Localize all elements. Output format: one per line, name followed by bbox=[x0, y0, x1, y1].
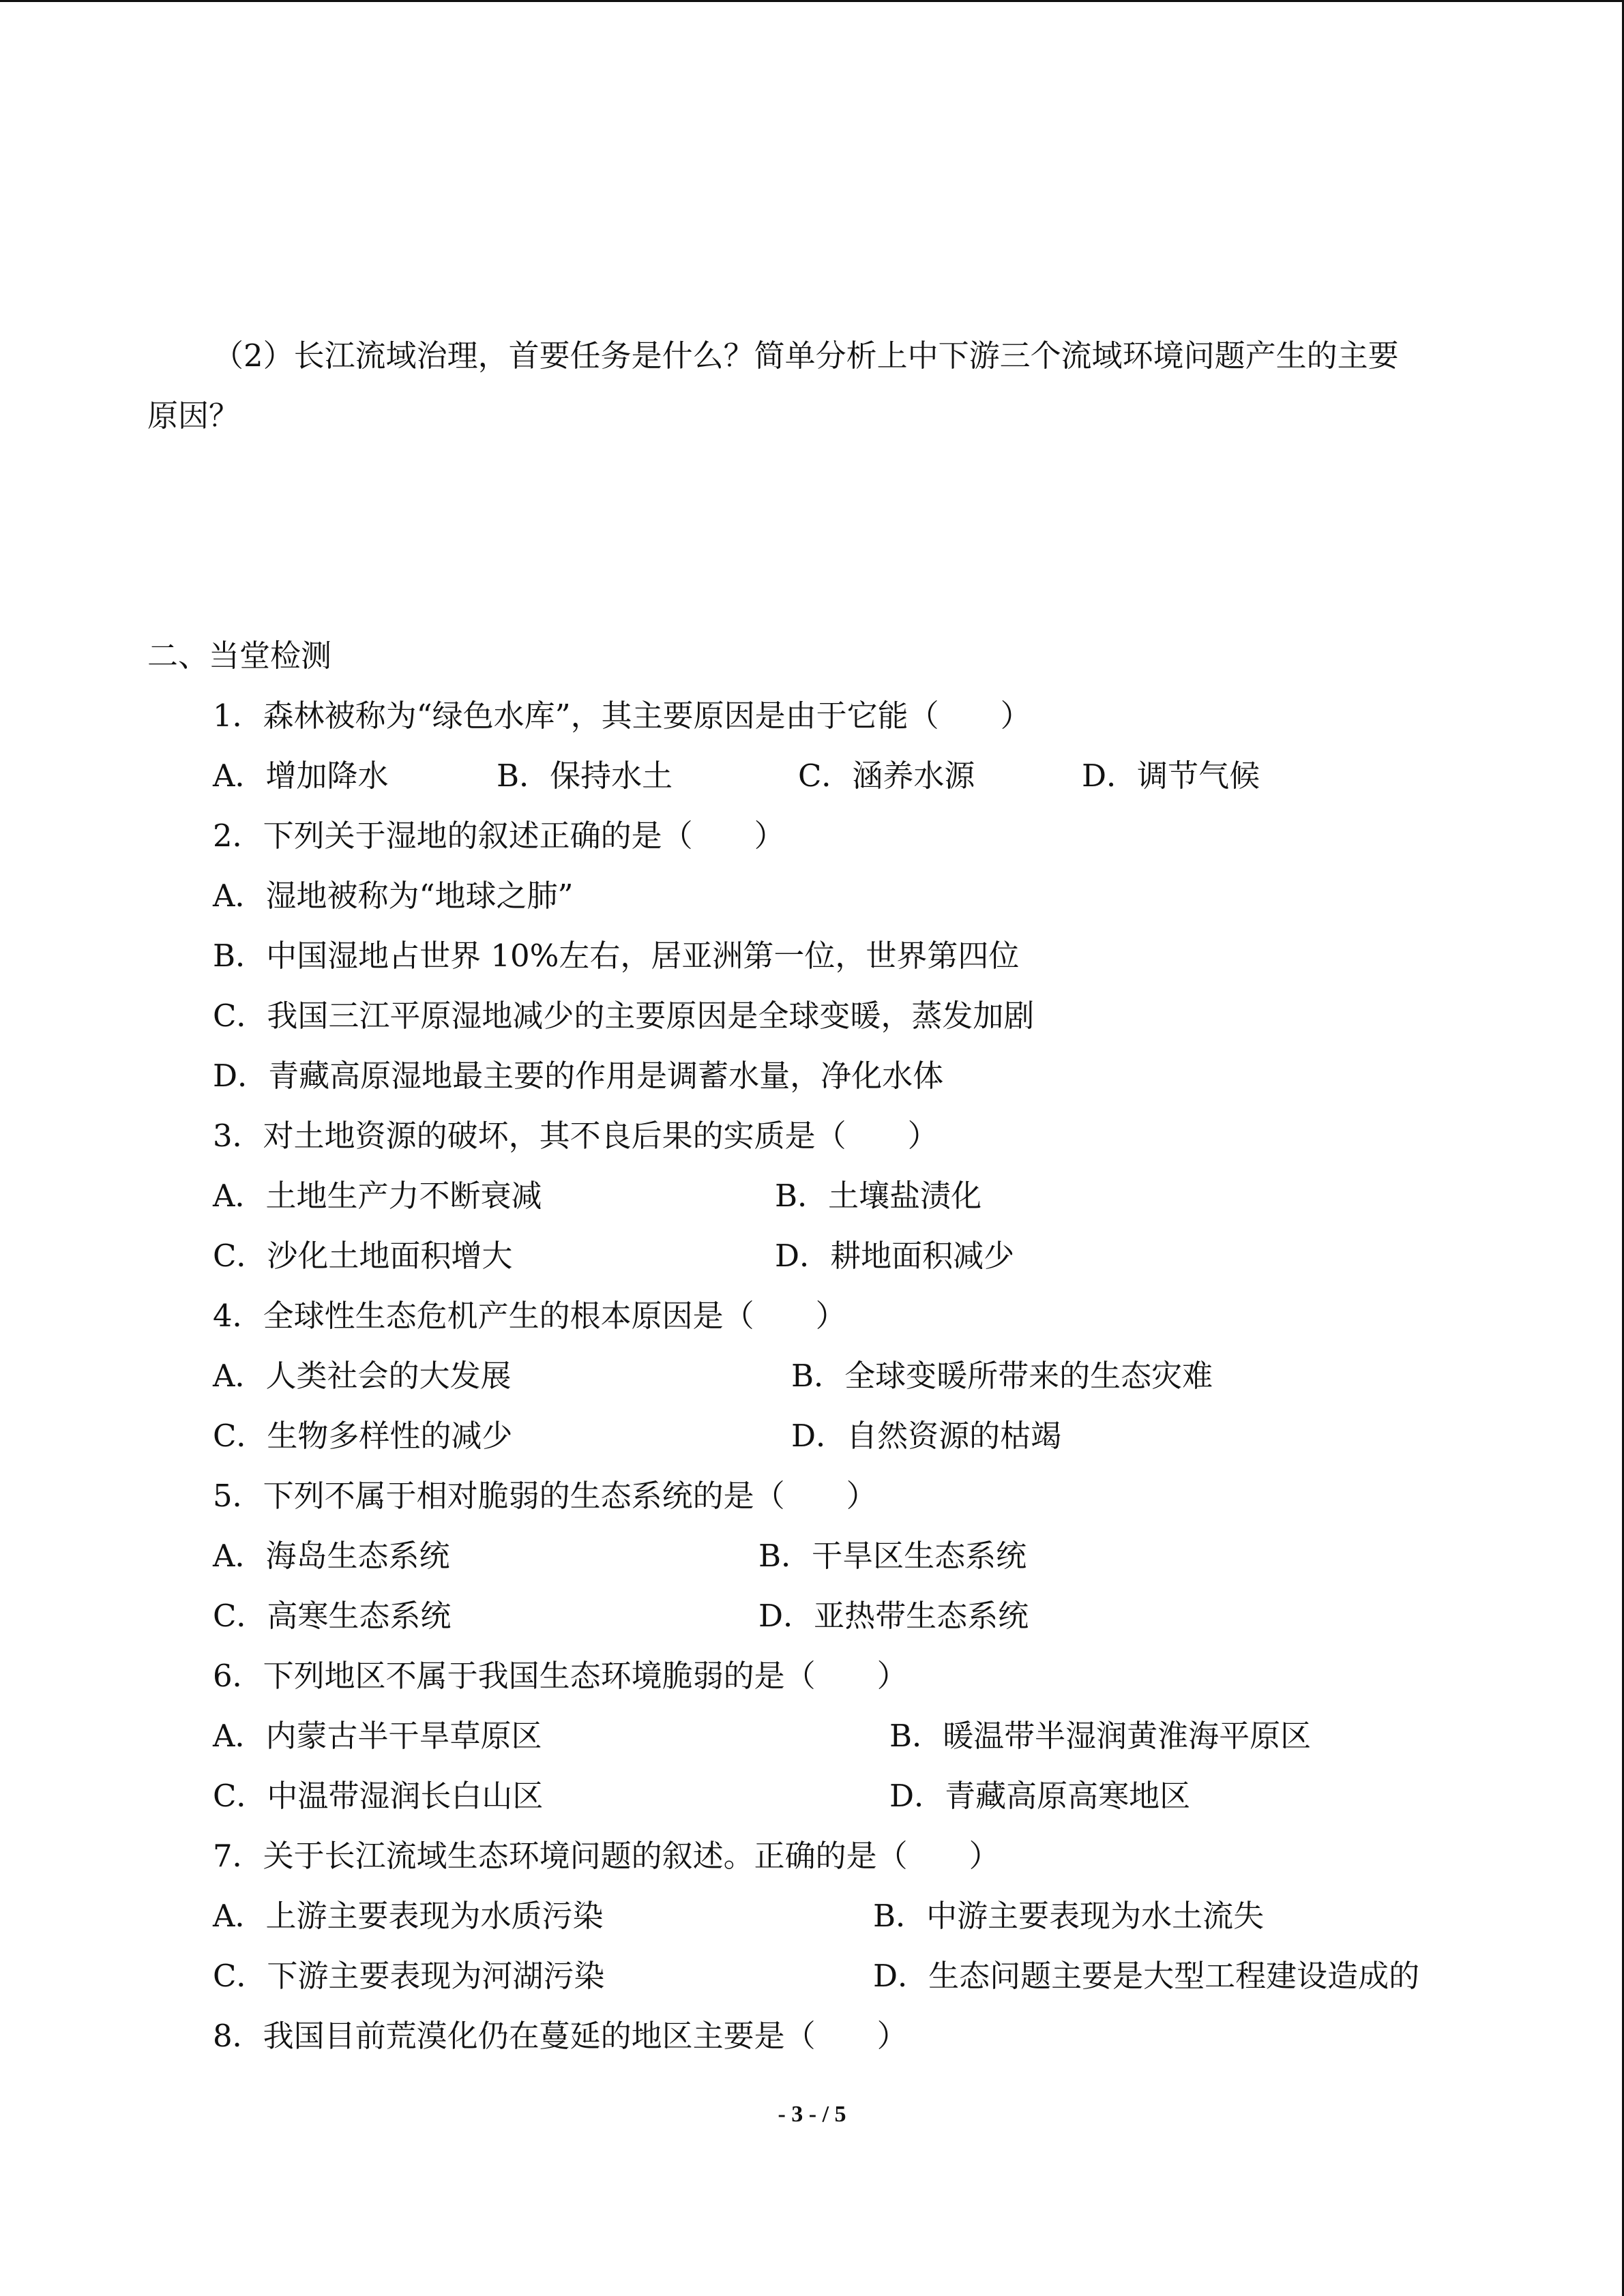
question-7-option-c: C．下游主要表现为河湖污染 bbox=[213, 1958, 605, 1994]
page-number: - 3 - / 5 bbox=[778, 2102, 846, 2127]
section-title: 二、当堂检测 bbox=[147, 638, 332, 674]
question-3-option-a: A．土地生产力不断衰减 bbox=[213, 1178, 542, 1214]
question-5-option-b: B．干旱区生态系统 bbox=[758, 1538, 1027, 1574]
question-4-option-d: D．自然资源的枯竭 bbox=[791, 1418, 1062, 1454]
question-2-stem: 2．下列关于湿地的叙述正确的是（ ） bbox=[213, 818, 785, 854]
question-1-option-b: B．保持水土 bbox=[497, 758, 673, 794]
question-5-stem: 5．下列不属于相对脆弱的生态系统的是（ ） bbox=[213, 1478, 877, 1514]
question-3-option-d: D．耕地面积减少 bbox=[775, 1238, 1015, 1274]
question-4-stem: 4．全球性生态危机产生的根本原因是（ ） bbox=[213, 1298, 846, 1334]
question-4-option-c: C．生物多样性的减少 bbox=[213, 1418, 513, 1454]
question-6-option-a: A．内蒙古半干旱草原区 bbox=[213, 1718, 542, 1754]
question-7-option-a: A．上游主要表现为水质污染 bbox=[213, 1898, 604, 1934]
question-3-option-c: C．沙化土地面积增大 bbox=[213, 1238, 513, 1274]
question-2-option-d: D．青藏高原湿地最主要的作用是调蓄水量，净化水体 bbox=[213, 1058, 944, 1094]
question-1-option-c: C．涵养水源 bbox=[798, 758, 975, 794]
question-6-option-b: B．暖温带半湿润黄淮海平原区 bbox=[889, 1718, 1312, 1754]
question-1-stem: 1．森林被称为“绿色水库”，其主要原因是由于它能（ ） bbox=[213, 698, 1031, 734]
question-6-option-c: C．中温带湿润长白山区 bbox=[213, 1778, 544, 1814]
question-7-option-b: B．中游主要表现为水土流失 bbox=[873, 1898, 1265, 1934]
question-7-option-d: D．生态问题主要是大型工程建设造成的 bbox=[873, 1958, 1420, 1994]
question-8-stem: 8．我国目前荒漠化仍在蔓延的地区主要是（ ） bbox=[213, 2018, 908, 2054]
question-4-option-a: A．人类社会的大发展 bbox=[213, 1358, 512, 1394]
question-6-option-d: D．青藏高原高寒地区 bbox=[889, 1778, 1191, 1814]
question-1-option-d: D．调节气候 bbox=[1082, 758, 1260, 794]
question-7-stem: 7．关于长江流域生态环境问题的叙述。正确的是（ ） bbox=[213, 1838, 1000, 1874]
question-6-stem: 6．下列地区不属于我国生态环境脆弱的是（ ） bbox=[213, 1658, 908, 1694]
analysis-question-line-2: 原因？ bbox=[147, 398, 240, 434]
question-4-option-b: B．全球变暖所带来的生态灾难 bbox=[791, 1358, 1213, 1394]
question-5-option-a: A．海岛生态系统 bbox=[213, 1538, 450, 1574]
analysis-question-line-1: （2）长江流域治理，首要任务是什么？简单分析上中下游三个流域环境问题产生的主要 bbox=[213, 338, 1399, 374]
question-2-option-a: A．湿地被称为“地球之肺” bbox=[213, 878, 574, 914]
question-2-option-b: B．中国湿地占世界 10%左右，居亚洲第一位，世界第四位 bbox=[213, 938, 1020, 974]
question-5-option-c: C．高寒生态系统 bbox=[213, 1598, 452, 1634]
question-5-option-d: D．亚热带生态系统 bbox=[758, 1598, 1029, 1634]
question-3-stem: 3．对土地资源的破坏，其不良后果的实质是（ ） bbox=[213, 1118, 939, 1154]
question-1-option-a: A．增加降水 bbox=[213, 758, 389, 794]
question-3-option-b: B．土壤盐渍化 bbox=[775, 1178, 982, 1214]
top-border bbox=[0, 0, 1624, 2]
question-2-option-c: C．我国三江平原湿地减少的主要原因是全球变暖，蒸发加剧 bbox=[213, 998, 1035, 1034]
